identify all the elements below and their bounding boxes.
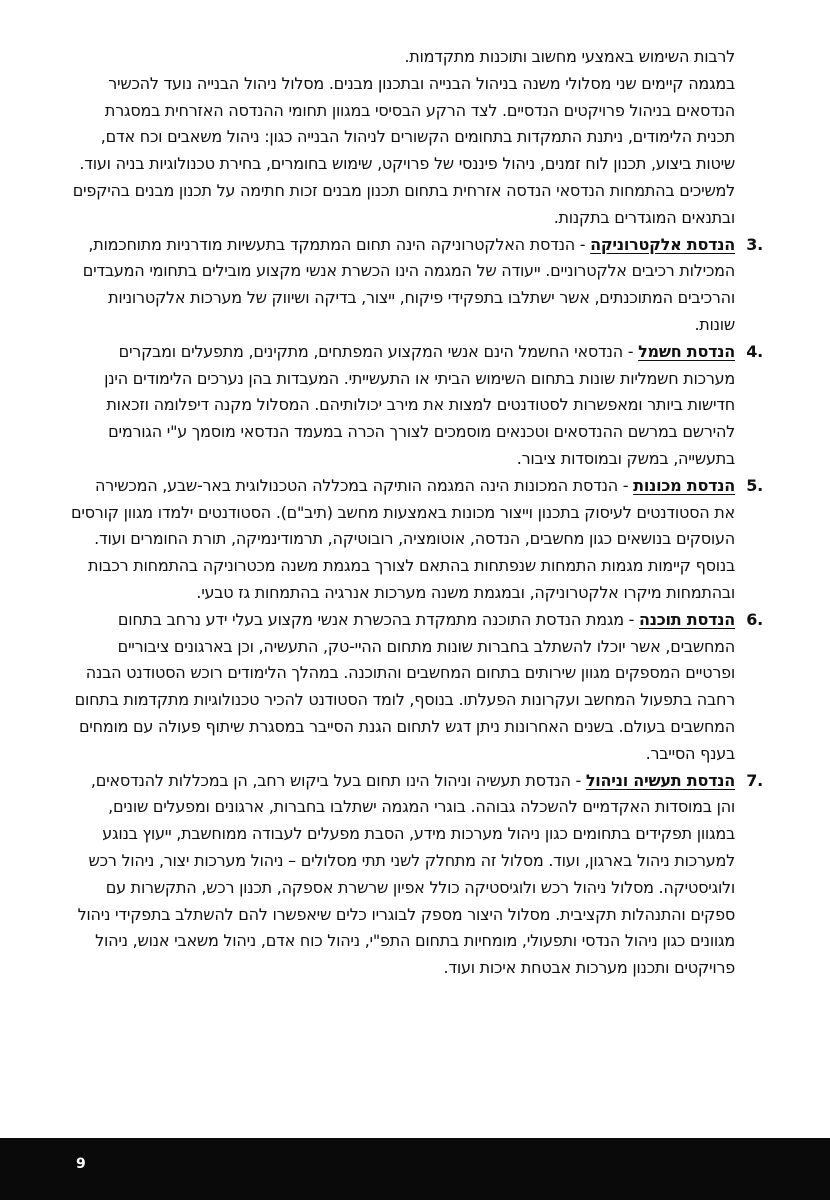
section-number: 6. [746, 609, 763, 629]
section-software [70, 607, 763, 768]
section-mechanical [70, 473, 763, 607]
section-number: 7. [746, 770, 763, 790]
section-title: הנדסת אלקטרוניקה [590, 234, 735, 254]
section-list [70, 232, 763, 982]
section-title: הנדסת תוכנה [639, 609, 735, 629]
section-number: 5. [746, 475, 763, 495]
section-title: הנדסת תעשיה וניהול [585, 770, 735, 790]
section-text: - מגמת הנדסת התוכנה מתמקדת בהכשרת אנשי מקצוע בעלי ידע נרחב בתחום המחשבים, אשר יוכלו להשתלב בחברות שונות מתחום ההיי-טק, התעשיה, וכן בארגונים ציבוריים ופרטיים המספקים מגוון שירותים בתחום המחשבים והתוכנה. במהלך הלימודים רוכש הסטודנט הבנה רחבה בתפעול המחשב ועקרונות הפעלתו. בנוסף, לומד הסטודנט להכיר טכנולוגיות מתקדמות בתחום המחשבים בעולם. בשנים האחרונות ניתן דגש לתחום הגנת הסייבר במסגרת שיתוף פעולה עם מומחים בענף הסייבר. [74, 609, 735, 763]
section-title: הנדסת מכונות [633, 475, 735, 495]
section-text: - הנדסת האלקטרוניקה הינה תחום המתמקד בתעשיות מודרניות מתוחכמות, המכילות רכיבים אלקטרוניים. ייעודה של המגמה הינו הכשרת אנשי מקצוע מובילים בתחומי המעבדים והרכיבים המתוכנתים, אשר ישתלבו בתפקידי פיקוח, ייצור, בדיקה ושיווק של מערכות אלקטרוניות שונות. [82, 234, 735, 334]
intro-paragraph-1: לרבות השימוש באמצעי מחשוב ותוכנות מתקדמות. [404, 47, 735, 66]
section-number: 4. [746, 341, 763, 361]
section-electrical [70, 339, 763, 473]
section-electronics [70, 232, 763, 339]
section-text: - הנדסאי החשמל הינם אנשי המקצוע המפתחים, מתקינים, מתפעלים ומבקרים מערכות חשמליות שונות בתחום השימוש הביתי או התעשייתי. המעבדות בהן נערכים הלימודים הינן חדישות ביותר ומאפשרות לסטודנטים למצות את מירב יכולותיהם. המסלול מקנה דיפלומה וזכאות להירשם במרשם ההנדסאים וטכנאים מוסמכים לצורך הכרה במעמד הנדסאי מוסמך ע"י הגורמים בתעשייה, במשק ובמוסדות ציבור. [104, 341, 735, 468]
intro-paragraph-2: במגמה קיימים שני מסלולי משנה בניהול הבנייה ובתכנון מבנים. מסלול ניהול הבנייה נועד להכשיר הנדסאים בניהול פרויקטים הנדסיים. לצד הרקע הבסיסי במגוון תחומי ההנדסה האזרחית במסגרת תכנית הלימודים, ניתנת התמקדות בתחומים הקשורים לניהול הבנייה כגון: ניהול משאבים וכח אדם, שיטות ביצוע, תכנון לוח זמנים, ניהול פיננסי של פרויקט, שימוש בחומרים, בחירת טכנולוגיות בניה ועוד. למשיכים בהתמחות הנדסאי הנדסה אזרחית בתחום תכנון מבנים זכות חתימה על תכנון מבנים בהיקפים ובתנאים המוגדרים בתקנות. [72, 73, 735, 227]
footer-bar [0, 1138, 830, 1200]
section-industrial [70, 768, 763, 982]
page-number: 9 [76, 1156, 86, 1172]
section-title: הנדסת חשמל [638, 341, 735, 361]
section-text: - הנדסת המכונות הינה המגמה הותיקה במכללה הטכנולוגית באר-שבע, המכשירה את הסטודנטים לעיסוק בתכנון וייצור מכונות באמצעות מחשב (תיב"ם). הסטודנטים ילמדו מגוון קורסים העוסקים בנושאים כגון מחשבים, הנדסה, אוטומציה, רובוטיקה, תרמודינמיקה, תורת החומרים ועוד. בנוסף קיימות מגמות התמחות שנפתחות בהתאם לצורך במגמת משנה מכטרוניקה בהתמחות רכבות ובהתמחות מיקרו אלקטרוניקה, ובמגמת משנה מערכות אנרגיה בהתמחות גז טבעי. [70, 475, 735, 602]
section-number: 3. [746, 234, 763, 254]
page-content [70, 44, 763, 982]
section-text: - הנדסת תעשיה וניהול הינו תחום בעל ביקוש רחב, הן במכללות להנדסאים, והן במוסדות האקדמיים להשכלה גבוהה. בוגרי המגמה ישתלבו בחברות, ארגונים ומפעלים שונים, במגוון תפקידים בתחומים כגון ניהול מערכות מידע, הסבת מפעלים לעבודה ממוחשבת, ייעוץ בנוגע למערכות ניהול בארגון, ועוד. מסלול זה מתחלק לשני תתי מסלולים – ניהול מערכות יצור, ניהול רכש ולוגיסטיקה. מסלול ניהול רכש ולוגיסטיקה כולל אפיון שרשרת אספקה, תכנון רכש, התקשרות עם ספקים והתנהלות תקציבית. מסלול היצור מספק לבוגריו כלים שיאפשרו להם להשתלב בתפקידי ניהול מגוונים כגון ניהול הנדסי ותפעולי, מומחיות בתחום התפ"י, ניהול כוח אדם, ניהול משאבי אנוש, ניהול פרויקטים ותכנון מערכות אבטחת איכות ועוד. [77, 770, 735, 978]
